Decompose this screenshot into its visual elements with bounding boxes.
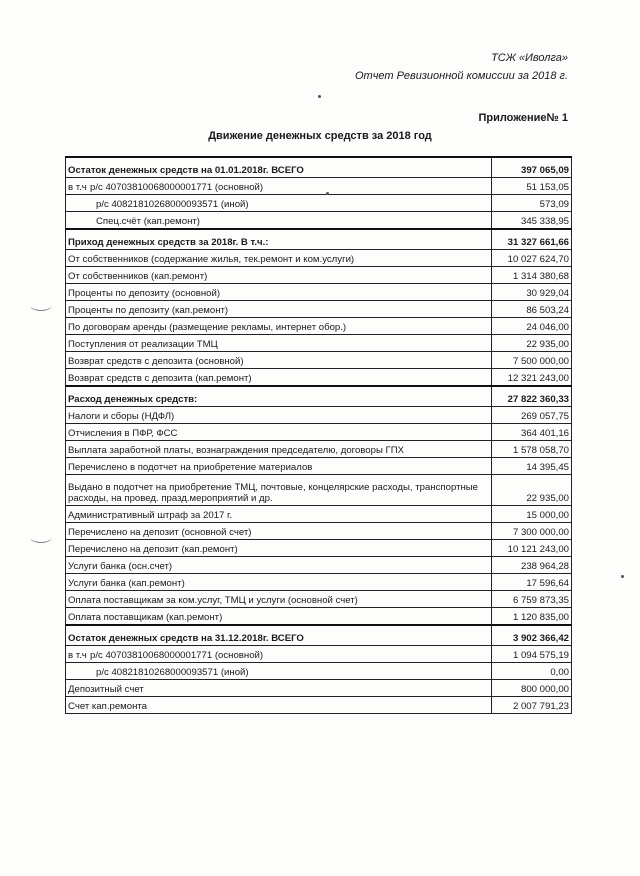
table-row [66,212,572,230]
row-label: Депозитный счет [66,680,492,697]
scan-speck [318,95,321,98]
closing-balance-value: 3 902 366,42 [492,625,572,646]
income-total-row [66,229,572,250]
row-value: 17 596,64 [492,574,572,591]
row-label: Проценты по депозиту (кап.ремонт) [66,301,492,318]
table-row [66,475,572,506]
row-value: 6 759 873,35 [492,591,572,608]
row-label: р/с 40703810068000001771 (основной) [90,650,264,661]
table-row [66,608,572,626]
row-value: 51 153,05 [492,178,572,195]
scan-speck [326,192,329,195]
table-row [66,591,572,608]
row-value: 10 121 243,00 [492,540,572,557]
row-value: 364 401,16 [492,424,572,441]
closing-balance-row [66,625,572,646]
expense-total-row [66,386,572,407]
row-value: 1 120 835,00 [492,608,572,626]
row-value: 12 321 243,00 [492,369,572,387]
row-label: Перечислено на депозит (кап.ремонт) [66,540,492,557]
row-value: 15 000,00 [492,506,572,523]
organization-name: ТСЖ «Иволга» [491,52,568,64]
row-value: 86 503,24 [492,301,572,318]
including-prefix: в т.ч [68,182,87,193]
row-value: 1 314 380,68 [492,267,572,284]
row-value: 269 057,75 [492,407,572,424]
punch-mark [30,300,52,311]
table-row [66,301,572,318]
row-label: Счет кап.ремонта [66,697,492,714]
row-label: Перечислено на депозит (основной счет) [66,523,492,540]
expense-total-label: Расход денежных средств: [66,386,492,407]
opening-balance-row [66,157,572,178]
table-row [66,441,572,458]
table-row [66,178,572,195]
row-label: От собственников (кап.ремонт) [66,267,492,284]
row-label: Поступления от реализации ТМЦ [66,335,492,352]
table-row [66,284,572,301]
table-row [66,680,572,697]
row-label: Спец.счёт (кап.ремонт) [66,212,492,230]
table-row [66,335,572,352]
punch-mark [30,532,52,543]
table-row [66,523,572,540]
table-row [66,352,572,369]
table-row [66,195,572,212]
row-label: Возврат средств с депозита (кап.ремонт) [66,369,492,387]
including-prefix: в т.ч [68,650,87,661]
row-value: 24 046,00 [492,318,572,335]
table-row [66,540,572,557]
row-value: 7 300 000,00 [492,523,572,540]
row-label: Возврат средств с депозита (основной) [66,352,492,369]
row-label: Налоги и сборы (НДФЛ) [66,407,492,424]
row-value: 0,00 [492,663,572,680]
row-label: Перечислено в подотчет на приобретение материалов [66,458,492,475]
row-label: Услуги банка (осн.счет) [66,557,492,574]
income-total-label: Приход денежных средств за 2018г. В т.ч.: [66,229,492,250]
row-value: 30 929,04 [492,284,572,301]
income-total-value: 31 327 661,66 [492,229,572,250]
table-row [66,369,572,387]
row-label: р/с 40703810068000001771 (основной) [90,182,264,193]
row-value: 10 027 624,70 [492,250,572,267]
row-label: р/с 40821810268000093571 (иной) [66,195,492,212]
cash-flow-table [65,156,572,714]
table-row [66,506,572,523]
row-label: По договорам аренды (размещение рекламы, интернет обор.) [66,318,492,335]
row-value: 1 578 058,70 [492,441,572,458]
row-label: р/с 40821810268000093571 (иной) [66,663,492,680]
row-value: 22 935,00 [492,475,572,506]
opening-balance-label: Остаток денежных средств на 01.01.2018г. ВСЕГО [66,157,492,178]
row-label: Выплата заработной платы, вознаграждения председателю, договоры ГПХ [66,441,492,458]
table-row [66,318,572,335]
row-value: 22 935,00 [492,335,572,352]
row-value: 345 338,95 [492,212,572,230]
table-row [66,557,572,574]
row-value: 573,09 [492,195,572,212]
expense-total-value: 27 822 360,33 [492,386,572,407]
row-value: 1 094 575,19 [492,646,572,663]
table-row [66,250,572,267]
row-value: 14 395,45 [492,458,572,475]
document-title: Движение денежных средств за 2018 год [208,130,432,142]
row-value: 800 000,00 [492,680,572,697]
row-label: Выдано в подотчет на приобретение ТМЦ, почтовые, концелярские расходы, транспортные расходы, на провед. празд.мероприятий и др. [66,475,492,506]
row-label: Оплата поставщикам (кап.ремонт) [66,608,492,626]
table-row [66,267,572,284]
table-row [66,646,572,663]
appendix-label: Приложение№ 1 [478,112,568,124]
row-value: 2 007 791,23 [492,697,572,714]
table-row [66,407,572,424]
row-label: Проценты по депозиту (основной) [66,284,492,301]
row-label: Оплата поставщикам за ком.услуг, ТМЦ и услуги (основной счет) [66,591,492,608]
row-value: 238 964,28 [492,557,572,574]
row-label: Административный штраф за 2017 г. [66,506,492,523]
table-row [66,663,572,680]
table-row [66,458,572,475]
scan-speck [621,575,624,578]
opening-balance-value: 397 065,09 [492,157,572,178]
row-value: 7 500 000,00 [492,352,572,369]
report-title: Отчет Ревизионной комиссии за 2018 г. [355,70,568,82]
closing-balance-label: Остаток денежных средств на 31.12.2018г. ВСЕГО [66,625,492,646]
table-row [66,697,572,714]
table-row [66,424,572,441]
row-label: Отчисления в ПФР, ФСС [66,424,492,441]
table-row [66,574,572,591]
row-label: От собственников (содержание жилья, тек.ремонт и ком.услуги) [66,250,492,267]
row-label: Услуги банка (кап.ремонт) [66,574,492,591]
